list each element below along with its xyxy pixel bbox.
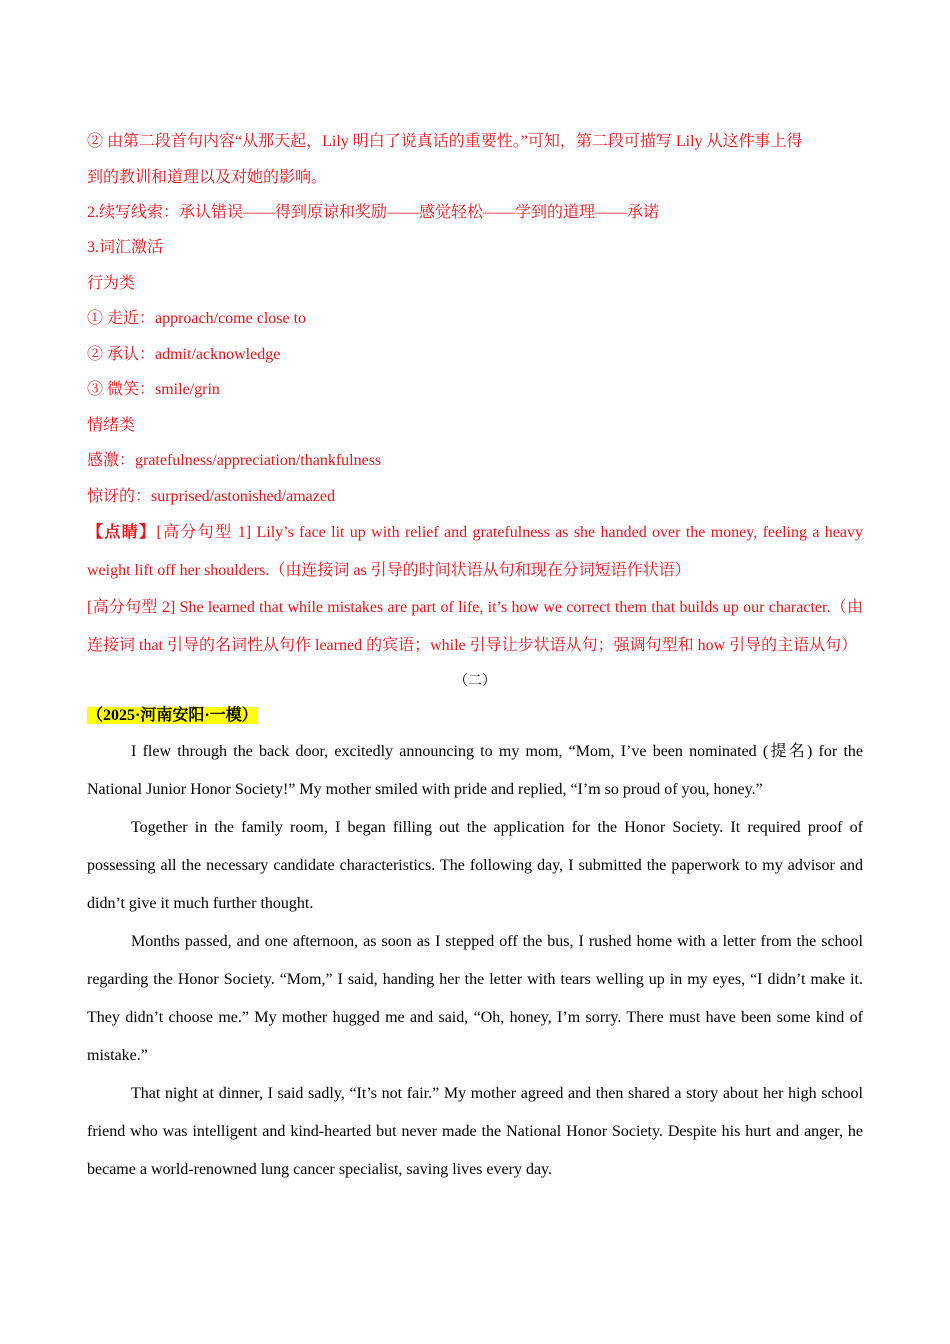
emotion-item: 感激：gratefulness/appreciation/thankfulness — [87, 452, 382, 469]
passage-paragraph: I flew through the back door, excitedly announcing to my mom, “Mom, I’ve been nominated (提名) for the National Junior Honor Society!” My mother smiled with pride and replied, “I’m so proud of you, honey.” — [87, 743, 863, 798]
action-item: ③ 微笑：smile/grin — [87, 381, 220, 398]
emotion-item: 惊讶的：surprised/astonished/amazed — [87, 487, 335, 505]
high-score-sentence-1 — [87, 514, 863, 589]
point2-line2: 到的教训和道理以及对她的影响。 — [87, 169, 328, 186]
vocab-title: 3.词汇激活 — [87, 239, 164, 256]
high-score-sentence-2: [高分句型 2] She learned that while mistakes are part of life, it’s how we correct them that builds up our character.（由连接词 that 引导的名词性从句作 learned 的宾语；while 引导让步状语从句；强调句型和 how 引导的主语从句） — [87, 599, 863, 654]
passage-paragraph: Together in the family room, I began filling out the application for the Honor Society. It required proof of possessing all the necessary candidate characteristics. The following day, I submitted the paperwork to my advisor and didn’t give it much further thought. — [87, 819, 863, 912]
tip-label: 【点睛】 — [87, 524, 157, 541]
point2-line1: ② 由第二段首句内容“从那天起，Lily 明白了说真话的重要性。”可知，第二段可描写 Lily 从这件事上得 — [87, 133, 803, 150]
action-item: ② 承认：admit/acknowledge — [87, 345, 281, 363]
source-tag-line — [87, 698, 863, 733]
category-emotion: 情绪类 — [87, 416, 136, 434]
section-number: （二） — [454, 673, 496, 689]
category-action: 行为类 — [87, 274, 136, 292]
answer-analysis-section — [87, 124, 863, 664]
action-item: ① 走近：approach/come close to — [87, 310, 307, 327]
source-tag: （2025·河南安阳·一模） — [87, 707, 258, 724]
writing-clue: 2.续写线索：承认错误——得到原谅和奖励——感觉轻松——学到的道理——承诺 — [87, 204, 660, 221]
passage-paragraph: That night at dinner, I said sadly, “It’s not fair.” My mother agreed and then shared a story about her high school friend who was intelligent and kind-hearted but never made the National Honor Society. Despite his hurt and anger, he became a world-renowned lung cancer specialist, saving lives every day. — [87, 1085, 863, 1178]
reading-passage — [87, 733, 863, 1189]
page-content — [87, 124, 863, 1189]
passage-paragraph: Months passed, and one afternoon, as soon as I stepped off the bus, I rushed home with a letter from the school regarding the Honor Society. “Mom,” I said, handing her the letter with tears welling up in my eyes, “I didn’t make it. They didn’t choose me.” My mother hugged me and said, “Oh, honey, I’m sorry. There must have been some kind of mistake.” — [87, 933, 863, 1064]
sentence1-text: [高分句型 1] Lily’s face lit up with relief and gratefulness as she handed over the money, feeling a heavy weight lift off her shoulders.（由连接词 as 引导的时间状语从句和现在分词短语作状语） — [87, 524, 863, 579]
